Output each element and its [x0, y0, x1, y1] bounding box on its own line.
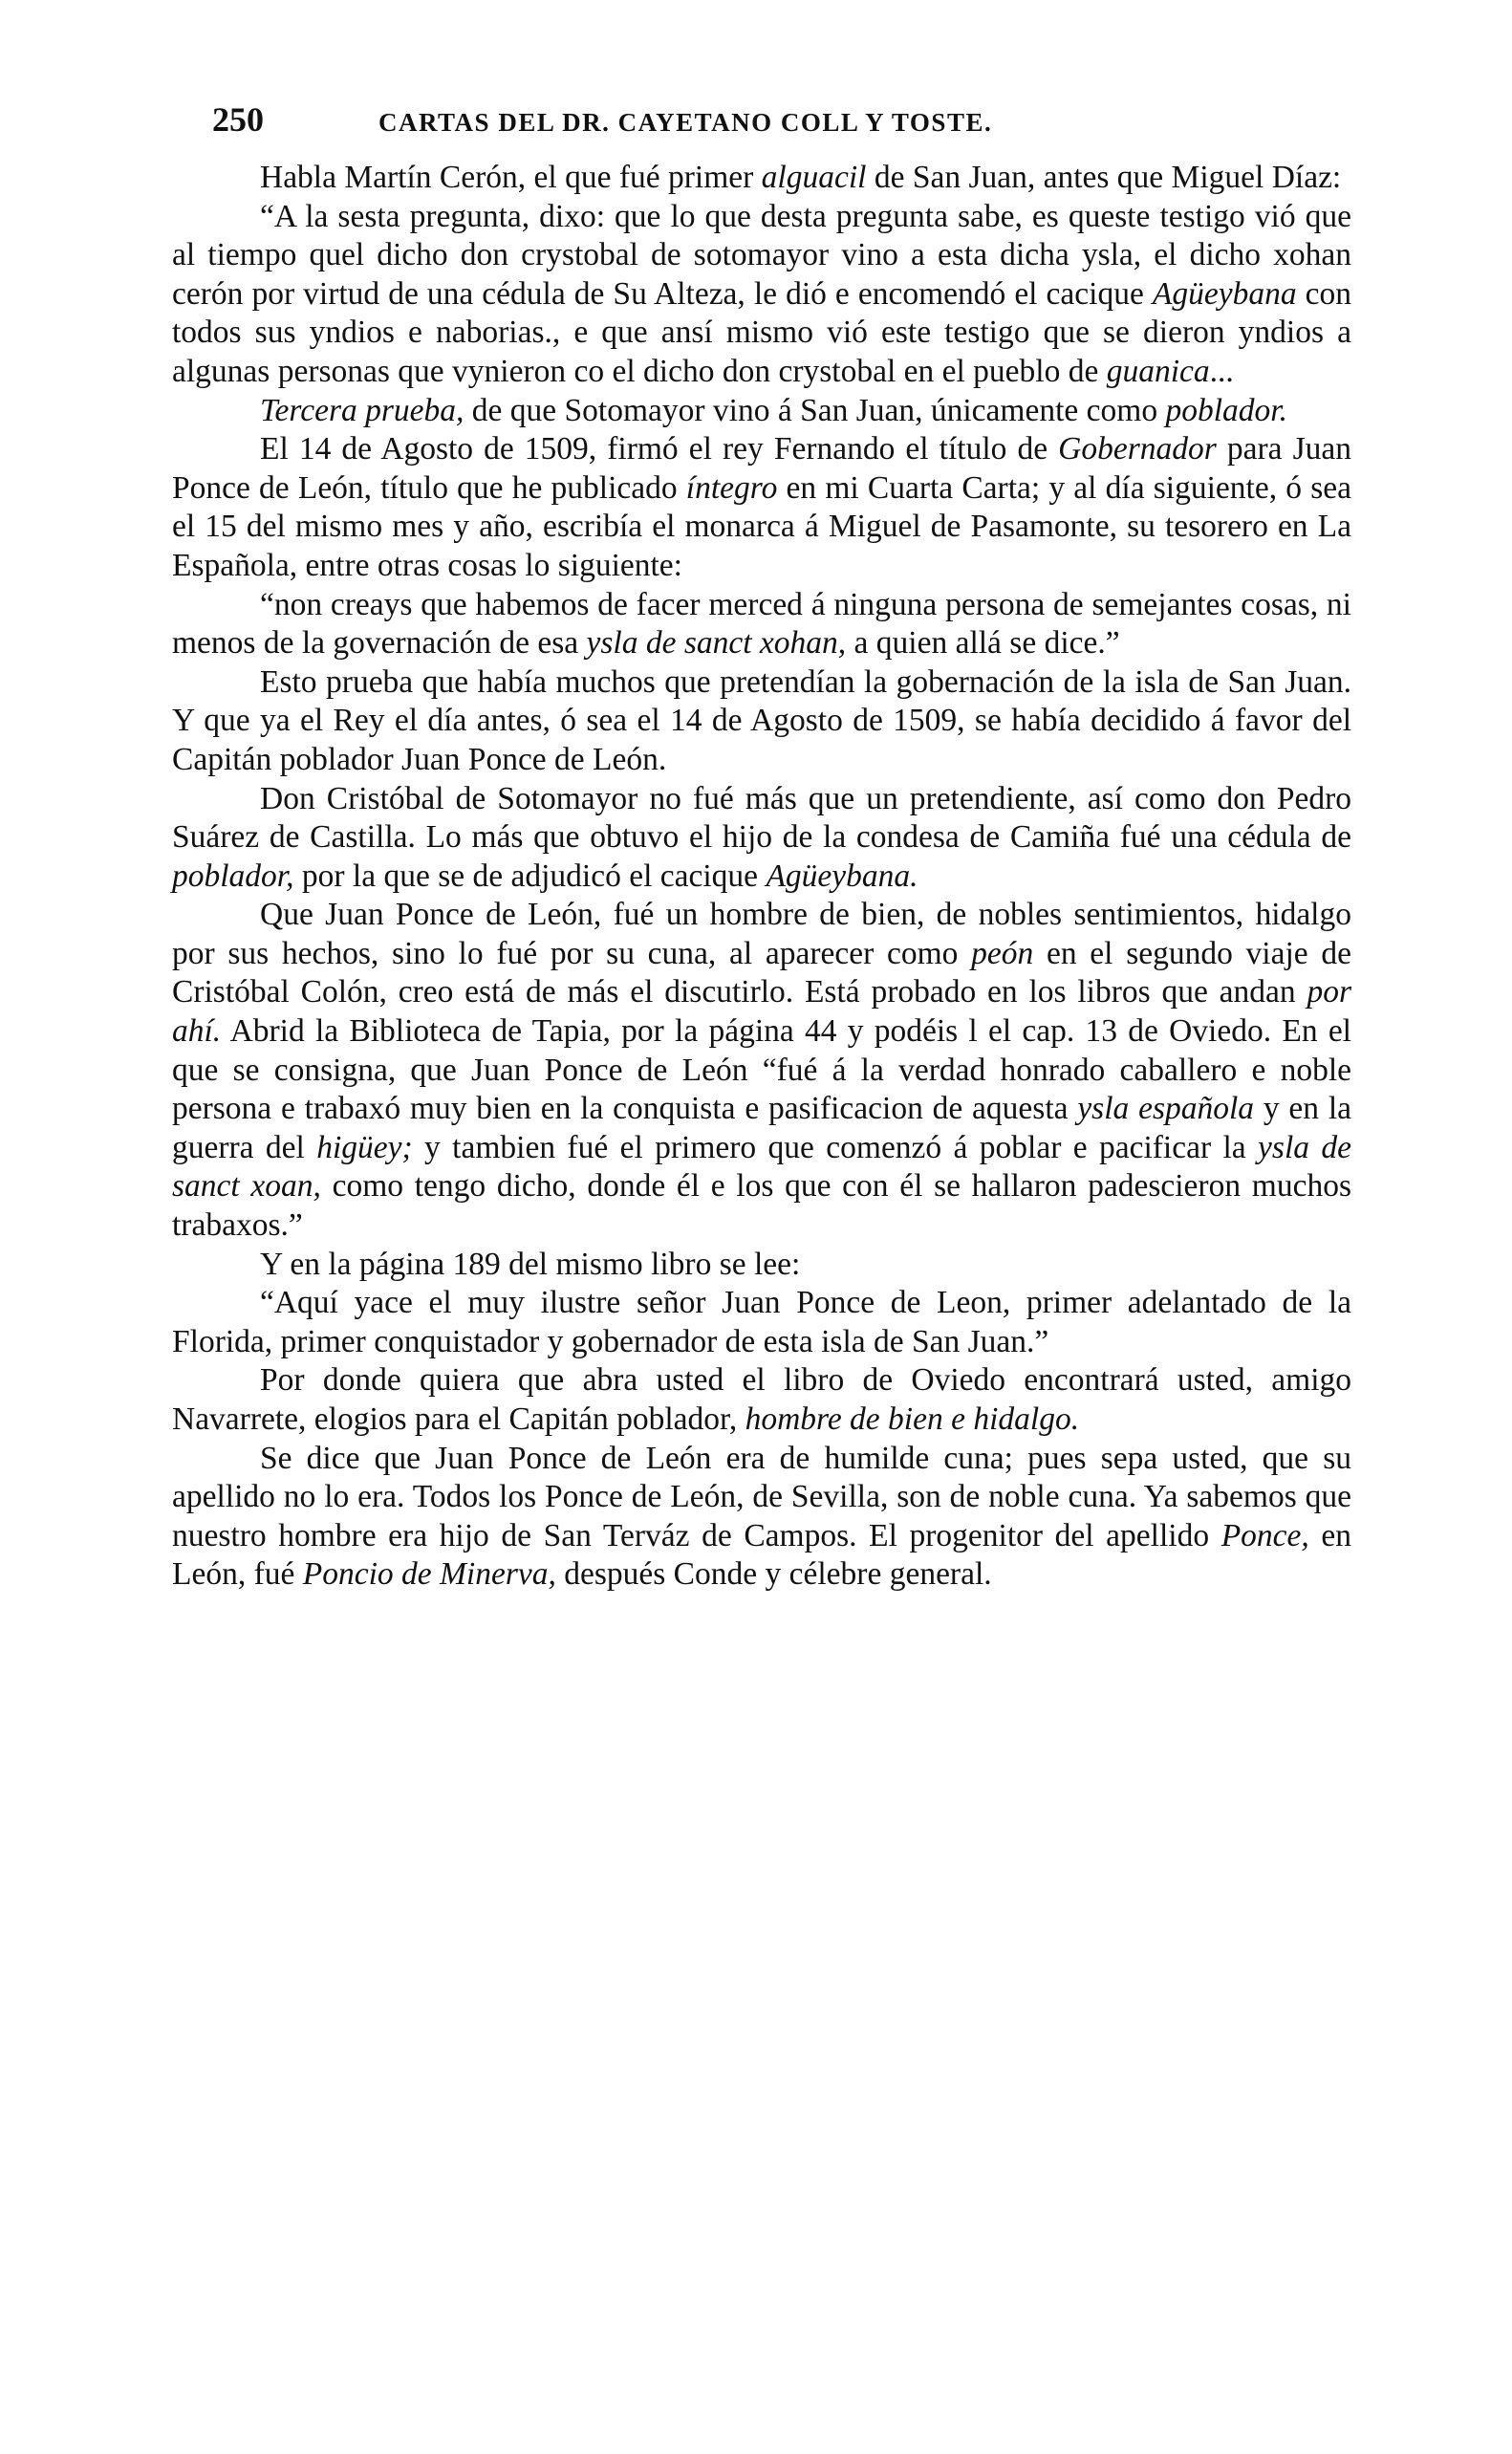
text-run: “Aquí yace el muy ilustre señor Juan Ponce de Leon, primer adelantado de la Florida, primer conquistador y gobernador de esta isla de San Juan.”: [172, 1285, 1351, 1359]
italic-text: guanica: [1106, 353, 1210, 389]
text-run: como tengo dicho, donde él e los que con él se hallaron padescieron muchos trabaxos.”: [172, 1168, 1351, 1244]
text-run: El 14 de Agosto de 1509, firmó el rey Fernando el título de: [260, 431, 1059, 467]
running-head: CARTAS DEL DR. CAYETANO COLL Y TOSTE.: [378, 108, 993, 137]
paragraph: [172, 896, 1351, 1245]
italic-text: ysla de sanct xohan,: [586, 625, 847, 662]
italic-text: Agüeybana: [1152, 275, 1297, 312]
text-run: por la que se de adjudicó el cacique: [293, 858, 767, 894]
text-run: y tambien fué el primero que comenzó á poblar e pacificar la: [412, 1129, 1259, 1165]
paragraph: [172, 430, 1351, 585]
text-run: y en la guerra del: [172, 1091, 1351, 1165]
italic-text: ysla española: [1077, 1091, 1255, 1127]
page-number: 250: [212, 100, 264, 139]
paragraph: [172, 780, 1351, 897]
paragraph: [172, 1440, 1351, 1595]
body-text: [172, 159, 1351, 1595]
text-run: Que Juan Ponce de León, fué un hombre de bien, de nobles sentimientos, hidalgo por sus hechos, sino lo fué por su cuna, al aparecer como: [172, 897, 1351, 971]
italic-text: higüey;: [316, 1129, 413, 1165]
italic-text: Poncio de Minerva,: [302, 1556, 556, 1593]
paragraph: [172, 1284, 1351, 1361]
paragraph: [172, 198, 1351, 392]
text-run: Y en la página 189 del mismo libro se lee:: [260, 1246, 801, 1282]
italic-text: Agüeybana.: [766, 858, 918, 894]
text-run: en mi Cuarta Carta; y al día siguiente, ó sea el 15 del mismo mes y año, escribía el monarca á Miguel de Pasamonte, su tesorero en La Española, entre otras cosas lo siguiente:: [172, 469, 1351, 583]
text-run: de que Sotomayor vino á San Juan, únicamente como: [464, 392, 1166, 428]
italic-text: por ahí.: [172, 974, 1351, 1050]
text-run: ...: [1209, 353, 1234, 389]
paragraph: [172, 1361, 1351, 1439]
text-run: a quien allá se dice.”: [846, 625, 1120, 662]
text-run: Habla Martín Cerón, el que fué primer: [260, 160, 762, 195]
text-run: Se dice que Juan Ponce de León era de humilde cuna; pues sepa usted, que su apellido no lo era. Todos los Ponce de León, de Sevilla, son de noble cuna. Ya sabemos que nuestro hombre era hijo de San Terváz de Campos. El progenitor del apellido: [172, 1440, 1351, 1553]
paragraph: [172, 1246, 1351, 1285]
italic-text: hombre de bien e hidalgo.: [745, 1401, 1080, 1437]
paragraph: [172, 663, 1351, 780]
paragraph: [172, 392, 1351, 431]
italic-text: ysla de sanct xoan,: [172, 1129, 1351, 1205]
italic-text: alguacil: [761, 160, 867, 195]
text-run: Don Cristóbal de Sotomayor no fué más que un pretendiente, así como don Pedro Suárez de Castilla. Lo más que obtuvo el hijo de la condesa de Camiña fué una cédula de: [172, 780, 1351, 856]
italic-text: poblador.: [1165, 392, 1287, 428]
text-run: Por donde quiera que abra usted el libro de Oviedo encontrará usted, amigo Navarrete, elogios para el Capitán poblador,: [172, 1362, 1351, 1437]
text-run: en León, fué: [172, 1517, 1352, 1593]
italic-text: Gobernador: [1058, 431, 1217, 467]
text-run: “non creays que habemos de facer merced á ninguna persona de semejantes cosas, ni menos de la governación de esa: [172, 586, 1351, 662]
text-run: Abrid la Biblioteca de Tapia, por la página 44 y podéis l el cap. 13 de Oviedo. En el que se consigna, que Juan Ponce de León “fué á la verdad honrado caballero e noble persona e trabaxó muy bien en la conquista e pasificacion de aquesta: [172, 1013, 1351, 1127]
italic-text: Tercera prueba,: [260, 392, 464, 428]
page-header: [212, 99, 1168, 147]
text-run: con todos sus yndios e naborias., e que ansí mismo vió este testigo que se dieron yndios a algunas personas que vynieron co el dicho don crystobal en el pueblo de: [172, 275, 1351, 389]
italic-text: peón: [971, 935, 1034, 971]
paragraph: [172, 159, 1351, 198]
text-run: para Juan Ponce de León, título que he publicado: [172, 431, 1351, 506]
text-run: después Conde y célebre general.: [555, 1556, 992, 1593]
italic-text: Ponce,: [1220, 1517, 1309, 1553]
paragraph: [172, 586, 1351, 663]
text-run: de San Juan, antes que Miguel Díaz:: [866, 160, 1342, 195]
text-run: “A la sesta pregunta, dixo: que lo que desta pregunta sabe, es queste testigo vió que al tiempo quel dicho don crystobal de sotomayor vino a esta dicha ysla, el dicho xohan cerón por virtud de una cédula de Su Alteza, le dió e encomendó el cacique: [172, 198, 1351, 312]
text-run: Esto prueba que había muchos que pretendían la gobernación de la isla de San Juan. Y que ya el Rey el día antes, ó sea el 14 de Agosto de 1509, se había decidido á favor del Capitán poblador Juan Ponce de León.: [172, 663, 1351, 777]
text-run: en el segundo viaje de Cristóbal Colón, creo está de más el discutirlo. Está probado en los libros que andan: [172, 935, 1351, 1010]
italic-text: poblador,: [172, 858, 294, 894]
italic-text: íntegro: [685, 469, 778, 506]
